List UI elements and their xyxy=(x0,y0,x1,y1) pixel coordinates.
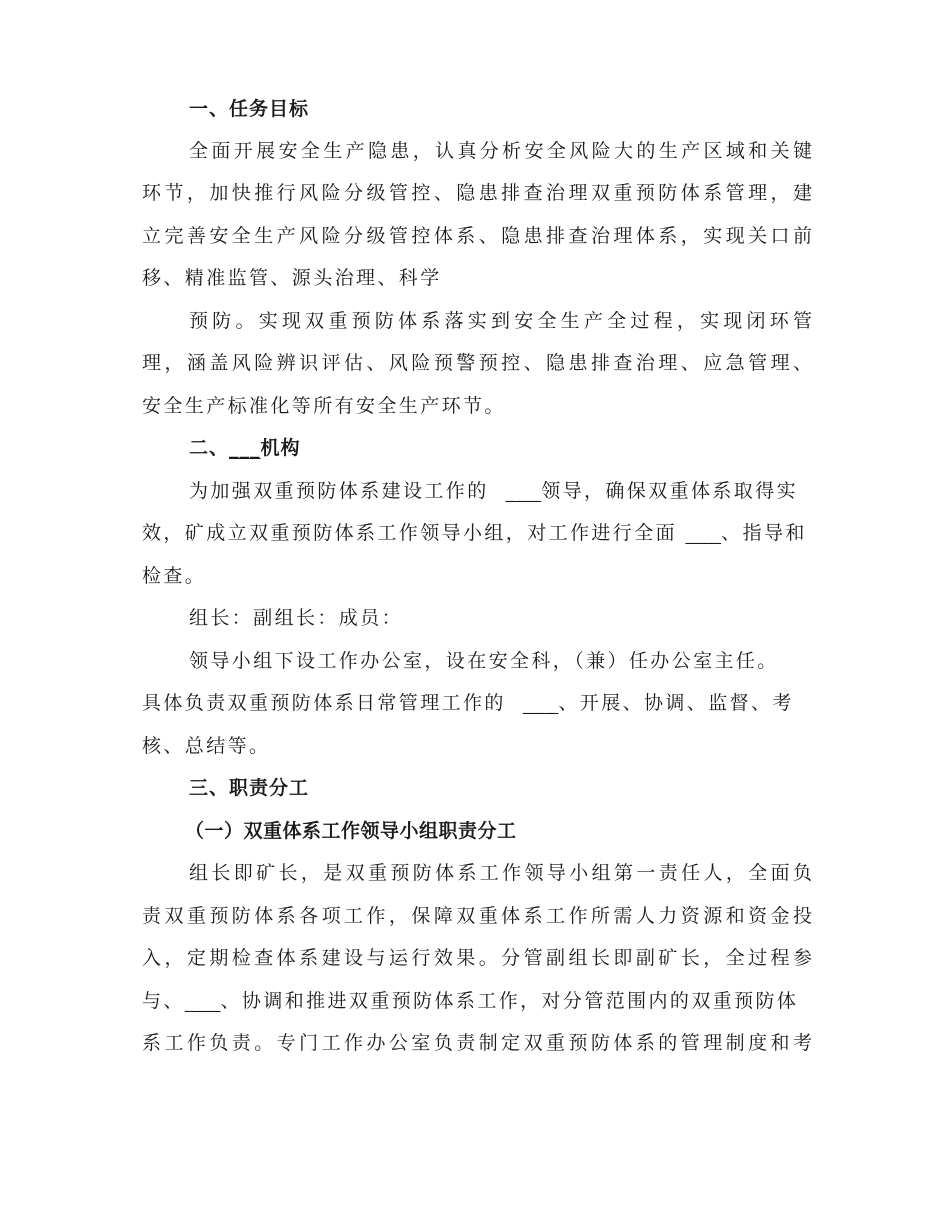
text-run: 效，矿成立双重预防体系工作领导小组，对工作进行全面 xyxy=(142,522,678,544)
text-run: 、开展、协调、监督、考 xyxy=(558,692,794,714)
section-heading-1: 一、任务目标 xyxy=(189,98,310,120)
text-run: 具体负责双重预防体系日常管理工作的 xyxy=(142,692,506,714)
text-run: 与、 xyxy=(142,990,185,1012)
heading-text: 二、 xyxy=(189,437,230,459)
paragraph-line xyxy=(142,520,812,546)
paragraph-line: 系工作负责。专门工作办公室负责制定双重预防体系的管理制度和考 xyxy=(142,1032,812,1054)
text-run: 为加强双重预防体系建设工作的 xyxy=(189,480,489,502)
heading-text: 机构 xyxy=(260,437,301,459)
paragraph-line: 组长即矿长，是双重预防体系工作领导小组第一责任人，全面负 xyxy=(189,862,812,884)
paragraph-line: 核、总结等。 xyxy=(142,735,271,757)
paragraph-line: 预防。实现双重预防体系落实到安全生产全过程，实现闭环管 xyxy=(189,310,812,332)
text-run: 、指导和 xyxy=(721,522,807,544)
blank-field: ___ xyxy=(685,522,722,544)
blank-field: ___ xyxy=(505,480,542,502)
paragraph-line: 安全生产标准化等所有安全生产环节。 xyxy=(142,395,506,417)
paragraph-line: 检查。 xyxy=(142,565,207,587)
paragraph-line: 移、精准监管、源头治理、科学 xyxy=(142,267,442,289)
paragraph-line: 责双重预防体系各项工作，保障双重体系工作所需人力资源和资金投 xyxy=(142,905,812,927)
paragraph-line: 环节，加快推行风险分级管控、隐患排查治理双重预防体系管理，建 xyxy=(142,182,812,204)
paragraph-line xyxy=(142,690,812,716)
blank-field: ___ xyxy=(184,990,221,1012)
blank-field: ___ xyxy=(229,437,261,459)
paragraph-line: 全面开展安全生产隐患，认真分析安全风险大的生产区域和关键 xyxy=(189,140,812,162)
paragraph-line: 立完善安全生产风险分级管控体系、隐患排查治理体系，实现关口前 xyxy=(142,225,812,247)
section-heading-2 xyxy=(189,435,812,461)
paragraph-line xyxy=(142,988,812,1014)
blank-field: ___ xyxy=(522,692,559,714)
section-heading-3: 三、职责分工 xyxy=(189,777,310,799)
paragraph-line: 理，涵盖风险辨识评估、风险预警预控、隐患排查治理、应急管理、 xyxy=(142,352,812,374)
paragraph-line: 组长：副组长：成员： xyxy=(189,607,404,629)
text-run: 、协调和推进双重预防体系工作，对分管范围内的双重预防体 xyxy=(220,990,799,1012)
paragraph-line: 入，定期检查体系建设与运行效果。分管副组长即副矿长，全过程参 xyxy=(142,947,812,969)
text-run: 领导，确保双重体系取得实 xyxy=(541,480,799,502)
paragraph-line: 领导小组下设工作办公室，设在安全科，（兼）任办公室主任。 xyxy=(189,650,779,672)
subsection-heading: （一）双重体系工作领导小组职责分工 xyxy=(185,820,517,842)
paragraph-line xyxy=(189,478,812,504)
